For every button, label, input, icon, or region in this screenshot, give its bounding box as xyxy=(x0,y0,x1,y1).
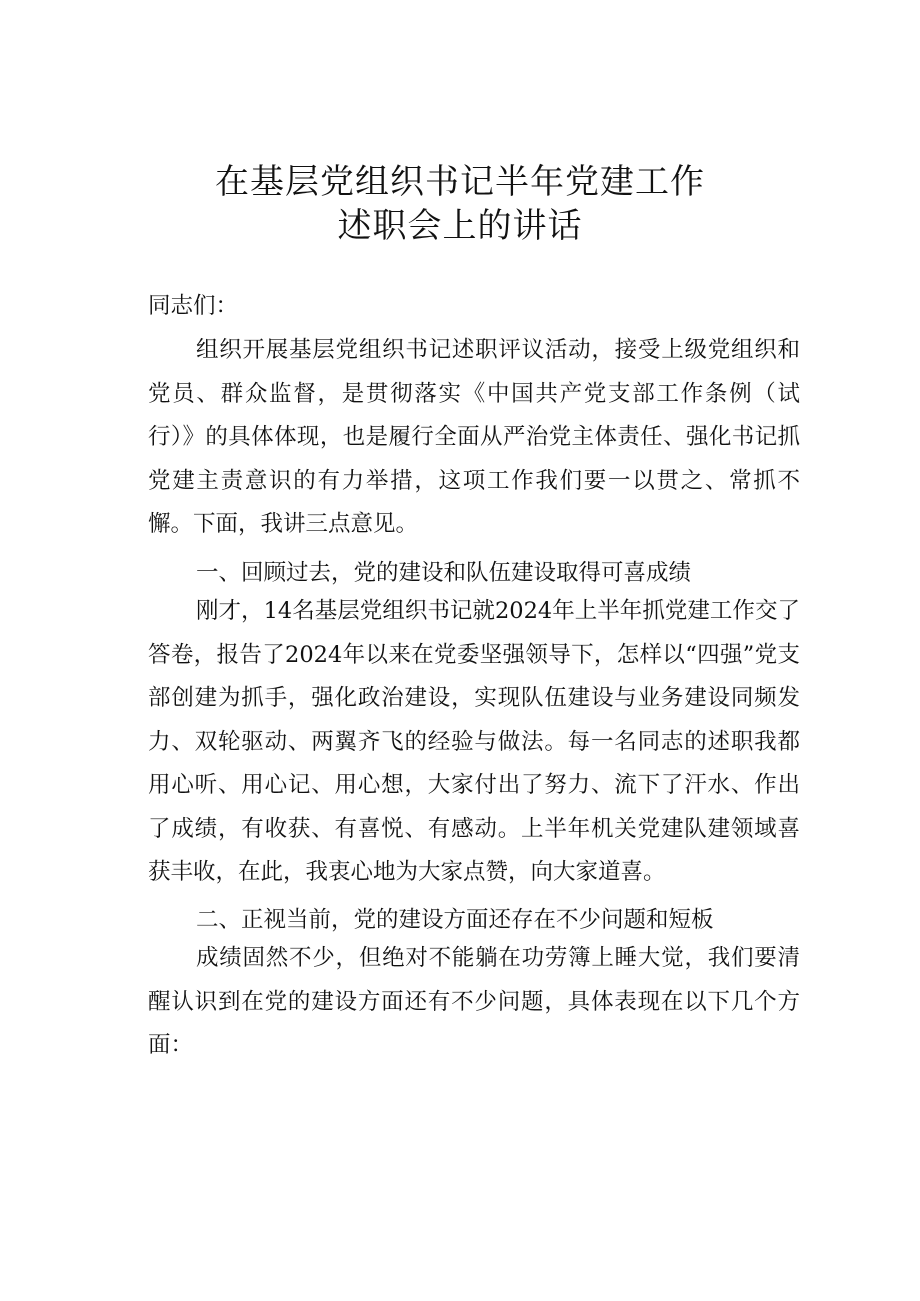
section-heading-2: 二、正视当前，党的建设方面还存在不少问题和短板 xyxy=(196,907,714,933)
paragraph-intro: 组织开展基层党组织书记述职评议活动，接受上级党组织和党员、群众监督，是贯彻落实《中国共产党支部工作条例（试行）》的具体体现，也是履行全面从严治党主体责任、强化书记抓党建主责意识的有力举措，这项工作我们要一以贯之、常抓不懈。下面，我讲三点意见。 xyxy=(148,337,800,537)
paragraph-problems: 成绩固然不少，但绝对不能躺在功劳簿上睡大觉，我们要清醒认识到在党的建设方面还有不少问题，具体表现在以下几个方面： xyxy=(148,945,800,1058)
paragraph-review: 刚才，14名基层党组织书记就2024年上半年抓党建工作交了答卷，报告了2024年以来在党委坚强领导下，怎样以“四强”党支部创建为抓手，强化政治建设，实现队伍建设与业务建设同频发力、双轮驱动、两翼齐飞的经验与做法。每一名同志的述职我都用心听、用心记、用心想，大家付出了努力、流下了汗水、作出了成绩，有收获、有喜悦、有感动。上半年机关党建队建领域喜获丰收，在此，我衷心地为大家点赞，向大家道喜。 xyxy=(148,598,800,885)
document-title-line-2: 述职会上的讲话 xyxy=(337,206,583,246)
document-title-line-1: 在基层党组织书记半年党建工作 xyxy=(215,162,705,202)
salutation: 同志们： xyxy=(148,293,239,319)
section-heading-1: 一、回顾过去，党的建设和队伍建设取得可喜成绩 xyxy=(196,560,692,586)
